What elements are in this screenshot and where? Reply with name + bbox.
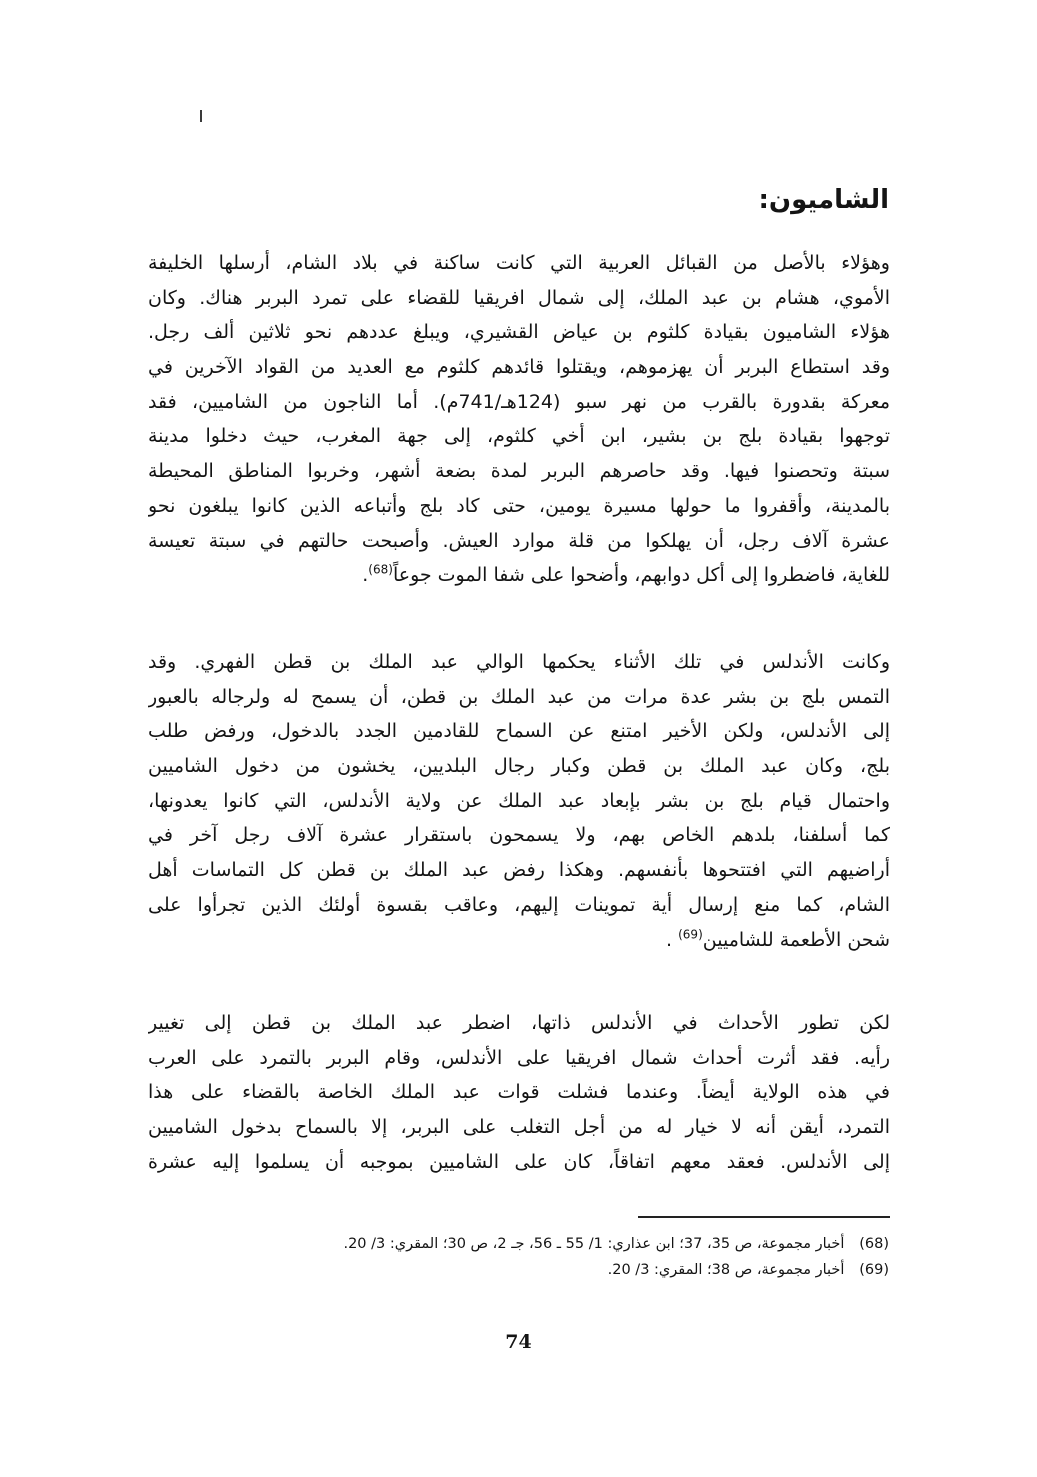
footnote-69	[147, 1257, 889, 1283]
paragraph-line: وكانت الأندلس في تلك الأثناء يحكمها الوالي عبد الملك بن قطن الفهري. وقد	[148, 651, 890, 673]
section-heading: الشاميون:	[758, 185, 889, 215]
paragraph-line: كما أسلفنا، بلدهم الخاص بهم، ولا يسمحون باستقرار عشرة آلاف رجل آخر في	[148, 824, 890, 847]
paragraph-line: الأموي، هشام بن عبد الملك، إلى شمال افريقيا للقضاء على تمرد البربر هناك. وكان	[148, 286, 890, 309]
footnote-text: أخبار مجموعة، ص 38؛ المقري: 3/ 20.	[607, 1262, 845, 1278]
page-number: 74	[505, 1331, 532, 1353]
sentence-end: .	[666, 928, 679, 951]
paragraph-line: توجهوا بقيادة بلج بن بشير، ابن أخي كلثوم، إلى جهة المغرب، حيث دخلوا مدينة	[148, 425, 890, 448]
scan-artifact-mark	[200, 110, 202, 122]
paragraph-1	[148, 246, 890, 593]
sentence-end: .	[362, 564, 369, 587]
paragraph-line: بالمدينة، وأقفروا ما حولها مسيرة يومين، حتى كاد بلج وأتباعه الذين كانوا يبلغون نحو	[148, 494, 890, 517]
paragraph-line: رأيه. فقد أثرت أحداث شمال افريقيا على الأندلس، وقام البربر بالتمرد على العرب	[148, 1046, 890, 1069]
footnote-separator	[638, 1216, 890, 1218]
paragraph-line: وهؤلاء بالأصل من القبائل العربية التي كانت ساكنة في بلاد الشام، أرسلها الخليفة	[148, 252, 890, 274]
paragraph-line: إلى الأندلس. فعقد معهم اتفاقاً، كان على الشاميين بموجبه أن يسلموا إليه عشرة	[148, 1150, 890, 1173]
paragraph-last-line	[148, 558, 890, 593]
paragraph-line: إلى الأندلس، ولكن الأخير امتنع عن السماح للقادمين الجدد بالدخول، ورفض طلب	[148, 720, 890, 743]
paragraph-line: التمرد، أيقن أنه لا خيار له من أجل التغلب على البربر، إلا بالسماح بدخول الشاميين	[148, 1116, 890, 1139]
paragraph-line: لكن تطور الأحداث في الأندلس ذاتها، اضطر عبد الملك بن قطن إلى تغيير	[148, 1012, 890, 1034]
paragraph-line: الشام، كما منع إرسال أية تموينات إليهم، وعاقب بقسوة أولئك الذين تجرأوا على	[148, 893, 890, 916]
paragraph-line: أراضيهم التي افتتحوها بأنفسهم. وهكذا رفض عبد الملك بن قطن كل التماسات أهل	[148, 859, 890, 882]
paragraph-line: التمس بلج بن بشر عدة مرات من عبد الملك بن قطن، أن يسمح له ولرجاله بالعبور	[148, 685, 890, 708]
paragraph-line-text: شحن الأطعمة للشاميين	[702, 928, 890, 951]
paragraph-3	[148, 1006, 890, 1179]
footnote-ref-68[interactable]: (68)	[368, 562, 393, 577]
paragraph-line: معركة بقدورة بالقرب من نهر سبو (124هـ/741م). أما الناجون من الشاميين، فقد	[148, 390, 890, 413]
footnotes	[147, 1231, 889, 1283]
paragraph-line: بلج، وكان عبد الملك بن قطن وكبار رجال البلديين، يخشون من دخول الشاميين	[148, 755, 890, 778]
paragraph-line: سبتة وتحصنوا فيها. وقد حاصرهم البربر لمدة بضعة أشهر، وخربوا المناطق المحيطة	[148, 460, 890, 483]
paragraph-line: في هذه الولاية أيضاً. وعندما فشلت قوات عبد الملك الخاصة بالقضاء على هذا	[148, 1081, 890, 1104]
footnote-68	[147, 1231, 889, 1257]
paragraph-last-line	[148, 923, 890, 958]
paragraph-line-text: للغاية، فاضطروا إلى أكل دوابهم، وأضحوا على شفا الموت جوعاً	[392, 564, 890, 587]
paragraph-2	[148, 645, 890, 957]
paragraph-line: هؤلاء الشاميون بقيادة كلثوم بن عياض القشيري، ويبلغ عددهم نحو ثلاثين ألف رجل.	[148, 321, 890, 344]
paragraph-line: وقد استطاع البربر أن يهزموهم، ويقتلوا قائدهم كلثوم مع العديد من القواد الآخرين في	[148, 356, 890, 379]
footnote-text: أخبار مجموعة، ص 35، 37؛ ابن عذاري: 1/ 55 ـ 56، جـ 2، ص 30؛ المقري: 3/ 20.	[343, 1236, 845, 1252]
footnote-ref-69[interactable]: (69)	[678, 927, 703, 942]
paragraph-line: واحتمال قيام بلج بن بشر بإبعاد عبد الملك عن ولاية الأندلس، التي كانوا يعدونها،	[148, 789, 890, 812]
paragraph-line: عشرة آلاف رجل، أن يهلكوا من قلة موارد العيش. وأصبحت حالتهم في سبتة تعيسة	[148, 529, 890, 552]
footnote-number: (69)	[859, 1262, 889, 1278]
footnote-number: (68)	[859, 1236, 889, 1252]
